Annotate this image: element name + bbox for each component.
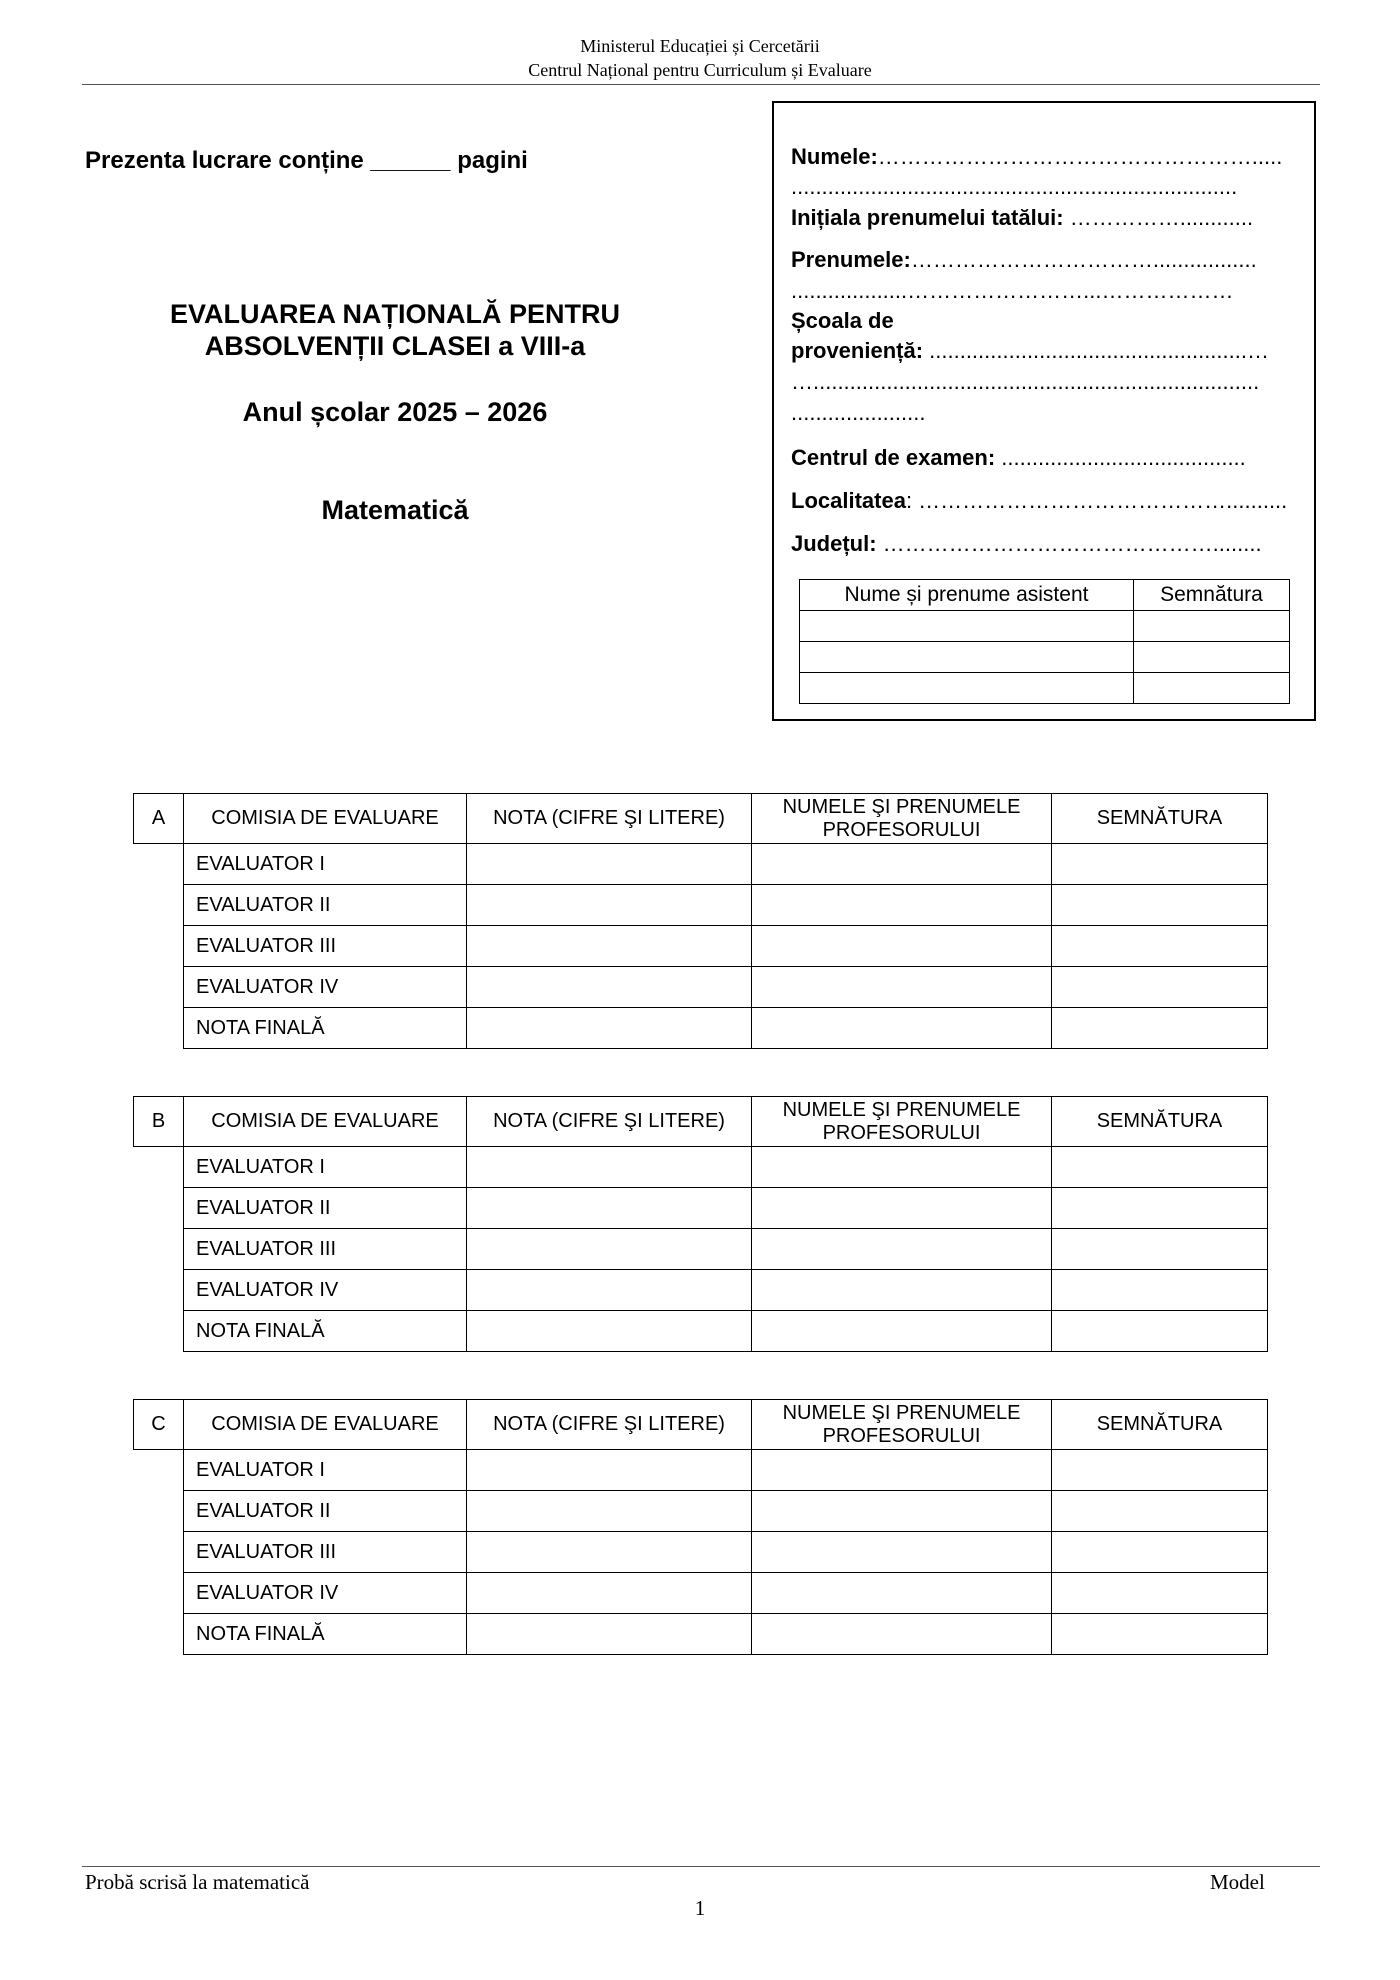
judetul-line bbox=[791, 530, 1262, 558]
commission-header: COMISIA DE EVALUARE bbox=[184, 1097, 467, 1147]
provenienta-line bbox=[791, 337, 1269, 365]
evaluator-row-label: EVALUATOR II bbox=[184, 885, 467, 926]
signature-header: SEMNĂTURA bbox=[1052, 794, 1268, 844]
scoala-label: Școala de bbox=[791, 308, 894, 333]
teacher-name-cell[interactable] bbox=[752, 1614, 1052, 1655]
signature-cell[interactable] bbox=[1052, 967, 1268, 1008]
grade-cell[interactable] bbox=[467, 1450, 752, 1491]
signature-cell[interactable] bbox=[1052, 885, 1268, 926]
provenienta-label: proveniență: bbox=[791, 338, 924, 363]
teacher-name-cell[interactable] bbox=[752, 1188, 1052, 1229]
numele-line-2 bbox=[791, 173, 1237, 201]
prenumele-line-2 bbox=[791, 277, 1233, 305]
teacher-name-cell[interactable] bbox=[752, 1450, 1052, 1491]
teacher-name-header bbox=[752, 794, 1052, 844]
evaluator-row-label: EVALUATOR II bbox=[184, 1491, 467, 1532]
ministry-name: Ministerul Educației și Cercetării bbox=[580, 36, 820, 56]
assistant-signature-header: Semnătura bbox=[1134, 580, 1290, 611]
teacher-name-cell[interactable] bbox=[752, 1573, 1052, 1614]
teacher-name-cell[interactable] bbox=[752, 1532, 1052, 1573]
exam-title-line1: EVALUAREA NAȚIONALĂ PENTRU bbox=[170, 299, 620, 329]
evaluator-row-label: EVALUATOR I bbox=[184, 1450, 467, 1491]
grade-header: NOTA (CIFRE ŞI LITERE) bbox=[467, 1400, 752, 1450]
center-name: Centrul Național pentru Curriculum și Evaluare bbox=[528, 60, 872, 80]
initiala-label: Inițiala prenumelui tatălui: bbox=[791, 205, 1064, 230]
school-year: Anul școlar 2025 – 2026 bbox=[242, 397, 548, 427]
table-letter: C bbox=[134, 1400, 184, 1450]
evaluation-table-b bbox=[133, 1096, 1268, 1352]
table-letter: B bbox=[134, 1097, 184, 1147]
assistant-signature-cell[interactable] bbox=[1134, 611, 1290, 642]
signature-cell[interactable] bbox=[1052, 1532, 1268, 1573]
centrul-line bbox=[791, 444, 1246, 472]
subject-title: Matematică bbox=[321, 495, 469, 525]
numele-dots: ……………………………………………..... bbox=[877, 144, 1283, 169]
teacher-name-header-line2: PROFESORULUI bbox=[822, 1424, 981, 1447]
teacher-name-cell[interactable] bbox=[752, 1270, 1052, 1311]
signature-cell[interactable] bbox=[1052, 1270, 1268, 1311]
exam-title-line2: ABSOLVENȚII CLASEI a VIII-a bbox=[204, 331, 586, 361]
assistant-table bbox=[799, 579, 1290, 704]
numele-dots-2: ......................................................................... bbox=[791, 174, 1238, 199]
assistant-name-cell[interactable] bbox=[800, 611, 1134, 642]
prenumele-line bbox=[791, 246, 1257, 274]
assistant-name-header: Nume și prenume asistent bbox=[800, 580, 1134, 611]
teacher-name-cell[interactable] bbox=[752, 844, 1052, 885]
signature-cell[interactable] bbox=[1052, 1188, 1268, 1229]
footer-divider bbox=[82, 1866, 1320, 1867]
evaluation-table-a bbox=[133, 793, 1268, 1049]
signature-header: SEMNĂTURA bbox=[1052, 1400, 1268, 1450]
candidate-id-box bbox=[772, 101, 1316, 721]
teacher-name-header bbox=[752, 1400, 1052, 1450]
teacher-name-header-line2: PROFESORULUI bbox=[822, 818, 981, 841]
signature-cell[interactable] bbox=[1052, 926, 1268, 967]
numele-label: Numele: bbox=[791, 144, 878, 169]
prenumele-dots: ……………………………................. bbox=[910, 247, 1257, 272]
commission-header: COMISIA DE EVALUARE bbox=[184, 1400, 467, 1450]
judetul-label: Județul: bbox=[791, 531, 877, 556]
evaluator-row-label: EVALUATOR IV bbox=[184, 1270, 467, 1311]
grade-cell[interactable] bbox=[467, 967, 752, 1008]
prenumele-dots-2: ...................……………………...……………… bbox=[791, 278, 1234, 303]
evaluator-row-label: EVALUATOR I bbox=[184, 844, 467, 885]
scoala-line-2 bbox=[791, 368, 1259, 396]
grade-cell[interactable] bbox=[467, 1229, 752, 1270]
teacher-name-cell[interactable] bbox=[752, 1147, 1052, 1188]
signature-cell[interactable] bbox=[1052, 1491, 1268, 1532]
scoala-dots: ....................................................… bbox=[923, 338, 1269, 363]
assistant-signature-cell[interactable] bbox=[1134, 673, 1290, 704]
pages-count-line: Prezenta lucrare conține ______ pagini bbox=[85, 147, 528, 174]
initiala-line bbox=[791, 204, 1253, 232]
assistant-name-cell[interactable] bbox=[800, 642, 1134, 673]
signature-cell[interactable] bbox=[1052, 1147, 1268, 1188]
grade-cell[interactable] bbox=[467, 1573, 752, 1614]
teacher-name-header-line2: PROFESORULUI bbox=[822, 1121, 981, 1144]
teacher-name-cell[interactable] bbox=[752, 885, 1052, 926]
signature-cell[interactable] bbox=[1052, 1614, 1268, 1655]
teacher-name-cell[interactable] bbox=[752, 1491, 1052, 1532]
final-grade-label: NOTA FINALĂ bbox=[184, 1614, 467, 1655]
evaluator-row-label: EVALUATOR III bbox=[184, 1532, 467, 1573]
teacher-name-cell[interactable] bbox=[752, 1311, 1052, 1352]
final-grade-label: NOTA FINALĂ bbox=[184, 1311, 467, 1352]
teacher-name-cell[interactable] bbox=[752, 1008, 1052, 1049]
signature-cell[interactable] bbox=[1052, 1311, 1268, 1352]
localitatea-line bbox=[791, 487, 1287, 515]
teacher-name-header-line1: NUMELE ŞI PRENUMELE bbox=[782, 795, 1021, 818]
teacher-name-cell[interactable] bbox=[752, 926, 1052, 967]
numele-line bbox=[791, 143, 1282, 171]
footer-right-text: Model bbox=[1210, 1870, 1265, 1894]
scoala-line bbox=[791, 307, 894, 335]
grade-cell[interactable] bbox=[467, 1270, 752, 1311]
assistant-name-cell[interactable] bbox=[800, 673, 1134, 704]
header-divider bbox=[82, 84, 1320, 85]
grade-cell[interactable] bbox=[467, 1491, 752, 1532]
grade-cell[interactable] bbox=[467, 844, 752, 885]
commission-header: COMISIA DE EVALUARE bbox=[184, 794, 467, 844]
scoala-dots-3: ...................... bbox=[791, 400, 926, 425]
signature-cell[interactable] bbox=[1052, 1229, 1268, 1270]
evaluator-row-label: EVALUATOR I bbox=[184, 1147, 467, 1188]
grade-header: NOTA (CIFRE ŞI LITERE) bbox=[467, 794, 752, 844]
grade-cell[interactable] bbox=[467, 885, 752, 926]
signature-header: SEMNĂTURA bbox=[1052, 1097, 1268, 1147]
grade-header: NOTA (CIFRE ŞI LITERE) bbox=[467, 1097, 752, 1147]
teacher-name-header-line1: NUMELE ŞI PRENUMELE bbox=[782, 1401, 1021, 1424]
signature-cell[interactable] bbox=[1052, 844, 1268, 885]
page-number: 1 bbox=[694, 1896, 706, 1920]
scoala-line-3 bbox=[791, 399, 925, 427]
teacher-name-header-line1: NUMELE ŞI PRENUMELE bbox=[782, 1098, 1021, 1121]
assistant-signature-cell[interactable] bbox=[1134, 642, 1290, 673]
localitatea-dots: : …………………………………….......... bbox=[905, 488, 1288, 513]
teacher-name-cell[interactable] bbox=[752, 967, 1052, 1008]
grade-cell[interactable] bbox=[467, 1008, 752, 1049]
evaluator-row-label: EVALUATOR III bbox=[184, 1229, 467, 1270]
table-letter: A bbox=[134, 794, 184, 844]
grade-cell[interactable] bbox=[467, 1614, 752, 1655]
final-grade-label: NOTA FINALĂ bbox=[184, 1008, 467, 1049]
grade-cell[interactable] bbox=[467, 1532, 752, 1573]
grade-cell[interactable] bbox=[467, 1188, 752, 1229]
evaluation-table-c bbox=[133, 1399, 1268, 1655]
prenumele-label: Prenumele: bbox=[791, 247, 911, 272]
evaluator-row-label: EVALUATOR IV bbox=[184, 967, 467, 1008]
judetul-dots: ………………………………………........ bbox=[876, 531, 1262, 556]
signature-cell[interactable] bbox=[1052, 1573, 1268, 1614]
evaluator-row-label: EVALUATOR IV bbox=[184, 1573, 467, 1614]
teacher-name-cell[interactable] bbox=[752, 1229, 1052, 1270]
centrul-label: Centrul de examen: bbox=[791, 445, 996, 470]
signature-cell[interactable] bbox=[1052, 1450, 1268, 1491]
teacher-name-header bbox=[752, 1097, 1052, 1147]
centrul-dots: ........................................ bbox=[995, 445, 1246, 470]
initiala-dots: ……………............ bbox=[1063, 205, 1254, 230]
grade-cell[interactable] bbox=[467, 1311, 752, 1352]
scoala-dots-2: …......................................................................... bbox=[791, 369, 1260, 394]
signature-cell[interactable] bbox=[1052, 1008, 1268, 1049]
footer-left-text: Probă scrisă la matematică bbox=[85, 1870, 310, 1894]
evaluator-row-label: EVALUATOR III bbox=[184, 926, 467, 967]
evaluator-row-label: EVALUATOR II bbox=[184, 1188, 467, 1229]
grade-cell[interactable] bbox=[467, 926, 752, 967]
grade-cell[interactable] bbox=[467, 1147, 752, 1188]
localitatea-label: Localitatea bbox=[791, 488, 906, 513]
